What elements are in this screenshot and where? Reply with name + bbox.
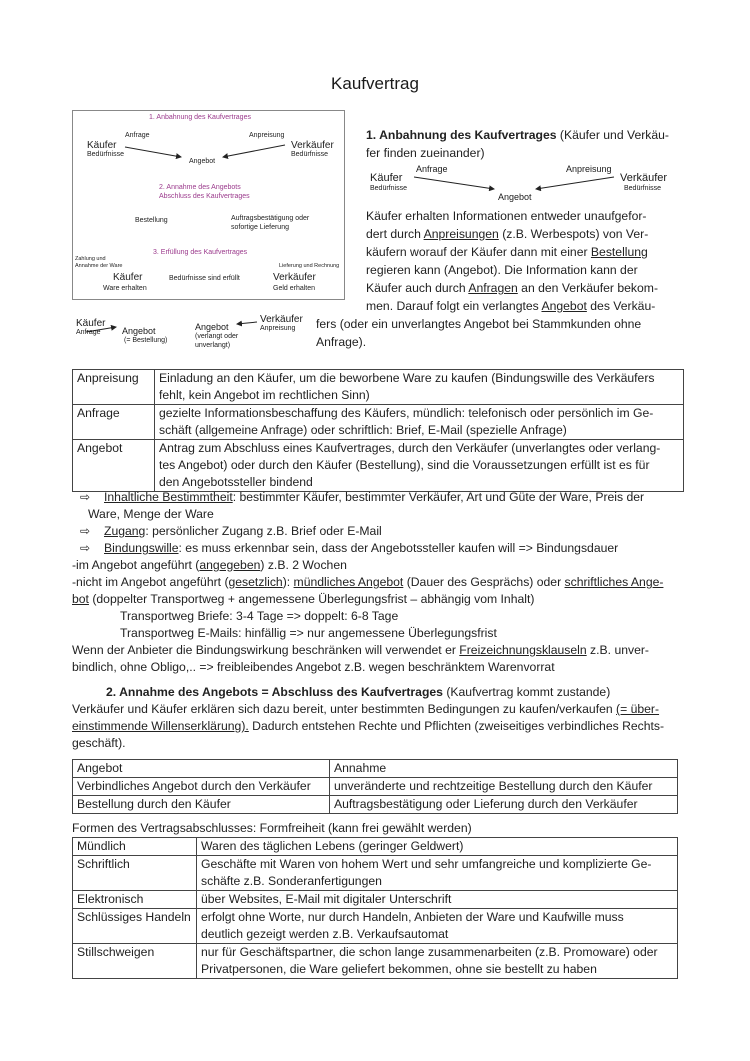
l6: (doppelter Transportweg + angemessene Überlegungsfrist – abhängig vom Inhalt) <box>88 592 535 606</box>
arrow-icon: ⇨ <box>80 524 91 538</box>
table-cell-term: Angebot <box>73 440 155 492</box>
fig-zahlung-1: Zahlung und <box>75 256 106 262</box>
desc-line: über Websites, E-Mail mit digitaler Unterschrift <box>201 892 452 906</box>
bullet-1-text: : bestimmter Käufer, bestimmter Verkäufer, Art und Güte der Ware, Preis der <box>232 490 645 504</box>
desc-line: Privatpersonen, die Ware geliefert bekommen, ohne sie bestellt zu haben <box>201 962 597 976</box>
arrow-icon: ⇨ <box>80 490 91 504</box>
line-6 <box>72 591 702 608</box>
mini2-angebot: Angebot <box>122 326 156 336</box>
table-cell-desc <box>155 370 684 405</box>
p1-line-8: Anfrage). <box>316 335 367 349</box>
mini1-anpreisung: Anpreisung <box>566 164 612 174</box>
fig-heading-3: 3. Erfüllung des Kaufvertrages <box>153 249 248 256</box>
offer-acceptance-table <box>72 759 678 814</box>
line-4 <box>72 557 702 574</box>
s2-line-2 <box>72 718 702 735</box>
p1-line-6u: Angebot <box>541 299 587 313</box>
fig-erfuellt: Bedürfnisse sind erfüllt <box>169 275 240 282</box>
table-cell-desc <box>197 856 678 891</box>
l9a: Wenn der Anbieter die Bindungswirkung beschränken will verwendet er <box>72 643 460 657</box>
mini-diagram-2 <box>72 312 312 360</box>
fig-verkaeufer: Verkäufer <box>291 140 334 151</box>
mini1-angebot: Angebot <box>498 192 532 202</box>
contract-diagram <box>72 110 345 300</box>
mini1-anfrage: Anfrage <box>416 164 448 174</box>
section-1-title-line2: fer finden zueinander) <box>366 146 485 160</box>
l9b: z.B. unver- <box>586 643 649 657</box>
p1-line-1: Käufer erhalten Informationen entweder unaufgefor- <box>366 209 647 223</box>
section-2 <box>72 684 702 752</box>
bullet-3-key: Bindungswille <box>104 541 179 555</box>
l5u: gesetzlich <box>228 575 283 589</box>
desc-line: gezielte Informationsbeschaffung des Käufers, mündlich: telefonisch oder persönlich im Ge- <box>159 406 654 420</box>
table-row <box>73 909 678 944</box>
section-1-paragraph <box>366 207 696 315</box>
desc-line: deutlich gezeigt werden z.B. Verkaufsautomat <box>201 927 449 941</box>
table-cell: Bestellung durch den Käufer <box>73 796 330 814</box>
bullet-1-cont: Ware, Menge der Ware <box>88 507 214 521</box>
s2-line-3: geschäft). <box>72 736 126 750</box>
line-7: Transportweg Briefe: 3-4 Tage => doppelt: 6-8 Tage <box>120 609 399 623</box>
desc-line: den Angebotssteller bindend <box>159 475 313 489</box>
line-9 <box>72 642 702 659</box>
desc-line: schäfte z.B. Sonderanfertigungen <box>201 874 382 888</box>
fig-geld: Geld erhalten <box>273 285 316 292</box>
table-row <box>73 778 678 796</box>
mini2-verkaeufer: Verkäufer <box>260 314 303 325</box>
fig-beduerfnisse-2: Bedürfnisse <box>291 151 328 158</box>
desc-line: Antrag zum Abschluss eines Kaufvertrages, durch den Verkäufer (unverlangtes oder verlang- <box>159 441 661 455</box>
mini2-kaeufer: Käufer <box>76 318 106 329</box>
mini1-beduerfnisse: Bedürfnisse <box>370 185 407 192</box>
table-header-cell: Annahme <box>330 760 678 778</box>
desc-line: Waren des täglichen Lebens (geringer Geldwert) <box>201 839 464 853</box>
table-row <box>73 370 684 405</box>
mini2-verlangt-2: unverlangt) <box>195 342 231 349</box>
desc-line: Einladung an den Käufer, um die beworbene Ware zu kaufen (Bindungswille des Verkäufers <box>159 371 655 385</box>
mini2-bestellung: (= Bestellung) <box>124 337 168 344</box>
bullet-2-key: Zugang <box>104 524 146 538</box>
p1-line-5u: Anfragen <box>468 281 518 295</box>
fig-heading-2a: 2. Annahme des Angebots <box>159 184 241 191</box>
fig-ware: Ware erhalten <box>103 285 147 292</box>
section-2-title: 2. Annahme des Angebots = Abschluss des Kaufvertrages <box>106 685 443 699</box>
desc-line: erfolgt ohne Worte, nur durch Handeln, Anbieten der Ware und Kaufwille muss <box>201 910 624 924</box>
p1-line-2a: dert durch <box>366 227 424 241</box>
table-cell-desc <box>155 440 684 492</box>
mini1-beduerfnisse-2: Bedürfnisse <box>624 185 661 192</box>
fig-heading-1: 1. Anbahnung des Kaufvertrages <box>149 114 251 121</box>
table-cell-desc <box>197 891 678 909</box>
p1-line-5b: an den Verkäufer bekom- <box>517 281 659 295</box>
table-row <box>73 405 684 440</box>
section-2-heading <box>72 684 702 701</box>
line-8: Transportweg E-Mails: hinfällig => nur angemessene Überlegungsfrist <box>120 626 497 640</box>
line-5 <box>72 574 702 591</box>
l5a: -nicht im Angebot angeführt ( <box>72 575 229 589</box>
table-cell-desc <box>197 944 678 979</box>
table-row <box>73 838 678 856</box>
table-cell-term: Schlüssiges Handeln <box>73 909 197 944</box>
p1-line-3u: Bestellung <box>590 245 648 259</box>
fig-verkaeufer-3: Verkäufer <box>273 272 316 283</box>
fig-angebot: Angebot <box>189 158 216 165</box>
p1-line-2b: (z.B. Werbespots) von Ver- <box>498 227 649 241</box>
table-row <box>73 856 678 891</box>
fig-beduerfnisse: Bedürfnisse <box>87 151 124 158</box>
p1-line-2u: Anpreisungen <box>423 227 499 241</box>
table-cell-desc <box>197 838 678 856</box>
mini1-kaeufer: Käufer <box>370 172 403 184</box>
table-cell: Auftragsbestätigung oder Lieferung durch den Verkäufer <box>330 796 678 814</box>
definitions-table <box>72 369 684 492</box>
section-2-title-rest: (Kaufvertrag kommt zustande) <box>442 685 611 699</box>
formen-heading: Formen des Vertragsabschlusses: Formfreiheit (kann frei gewählt werden) <box>72 821 472 835</box>
desc-line: fehlt, kein Angebot im rechtlichen Sinn) <box>159 388 370 402</box>
p1-line-3a: käufern worauf der Käufer dann mit einer <box>366 245 591 259</box>
page-title: Kaufvertrag <box>331 74 419 93</box>
table-row <box>73 440 684 492</box>
bullet-item <box>72 489 702 506</box>
table-row <box>73 944 678 979</box>
table-cell-term: Anpreisung <box>73 370 155 405</box>
p1-line-7: fers (oder ein unverlangtes Angebot bei Stammkunden ohne <box>316 317 642 331</box>
l4b: ) z.B. 2 Wochen <box>260 558 347 572</box>
fig-bestellung: Bestellung <box>135 217 168 224</box>
l6u: bot <box>72 592 89 606</box>
l5u3: schriftliches Ange- <box>564 575 664 589</box>
p1-line-6a: men. Darauf folgt ein verlangtes <box>366 299 542 313</box>
section-1-title: 1. Anbahnung des Kaufvertrages <box>366 128 557 142</box>
table-header-row <box>73 760 678 778</box>
l4a: -im Angebot angeführt ( <box>72 558 200 572</box>
fig-kaeufer: Käufer <box>87 140 117 151</box>
table-cell: Verbindliches Angebot durch den Verkäufer <box>73 778 330 796</box>
fig-auftrag-1: Auftragsbestätigung oder <box>231 215 310 222</box>
desc-line: Geschäfte mit Waren von hohem Wert und sehr umfangreiche und komplizierte Ge- <box>201 857 652 871</box>
section-1-paragraph-end <box>316 315 696 351</box>
bullet-3-text: : es muss erkennbar sein, dass der Angebotssteller kaufen will => Bindungsdauer <box>178 541 619 555</box>
mini-diagram-1 <box>366 162 676 206</box>
table-cell-term: Mündlich <box>73 838 197 856</box>
l5c: (Dauer des Gesprächs) oder <box>403 575 565 589</box>
l9u: Freizeichnungsklauseln <box>459 643 587 657</box>
l4u: angegeben <box>199 558 261 572</box>
mini2-verlangt-1: (verlangt oder <box>195 333 239 340</box>
table-cell-desc <box>197 909 678 944</box>
p1-line-5a: Käufer auch durch <box>366 281 469 295</box>
table-cell: unveränderte und rechtzeitige Bestellung durch den Käufer <box>330 778 678 796</box>
table-cell-desc <box>155 405 684 440</box>
table-cell-term: Elektronisch <box>73 891 197 909</box>
table-cell-term: Schriftlich <box>73 856 197 891</box>
mini2-anpreisung: Anpreisung <box>260 325 296 332</box>
table-row <box>73 891 678 909</box>
bullet-item <box>72 540 702 557</box>
mini2-anfrage: Anfrage <box>76 329 101 336</box>
fig-zahlung-2: Annahme der Ware <box>75 263 123 269</box>
s2p2: Dadurch entstehen Rechte und Pflichten (zweiseitiges verbindliches Rechts- <box>248 719 665 733</box>
table-cell-term: Anfrage <box>73 405 155 440</box>
fig-anfrage: Anfrage <box>125 132 150 139</box>
table-cell-term: Stillschweigen <box>73 944 197 979</box>
bullet-2-text: : persönlicher Zugang z.B. Brief oder E-Mail <box>145 524 382 538</box>
mini2-angebot-2: Angebot <box>195 322 229 332</box>
desc-line: nur für Geschäftspartner, die schon lange zusammenarbeiten (z.B. Promoware) oder <box>201 945 658 959</box>
fig-heading-2b: Abschluss des Kaufvertrages <box>159 193 250 200</box>
fig-auftrag-2: sofortige Lieferung <box>231 224 289 231</box>
line-10: bindlich, ohne Obligo,.. => freibleibendes Angebot z.B. wegen beschränktem Warenvorrat <box>72 660 555 674</box>
arrow-icon: ⇨ <box>80 541 91 555</box>
bullet-1-key: Inhaltliche Bestimmtheit <box>104 490 233 504</box>
fig-anpreisung: Anpreisung <box>249 132 285 139</box>
mini1-verkaeufer: Verkäufer <box>620 172 668 184</box>
bullet-item <box>72 523 702 540</box>
table-header-cell: Angebot <box>73 760 330 778</box>
s2p1u: (= über- <box>616 702 660 716</box>
s2p2u: einstimmende Willenserklärung). <box>72 719 249 733</box>
s2-line-1 <box>72 701 702 718</box>
l5b: ): <box>282 575 294 589</box>
desc-line: tes Angebot) oder durch den Käufer (Bestellung), sind die Voraussetzungen erfüllt ist es für <box>159 458 650 472</box>
fig-lieferung: Lieferung und Rechnung <box>279 263 340 269</box>
desc-line: schäft (allgemeine Anfrage) oder schriftlich: Brief, E-Mail (spezielle Anfrage) <box>159 423 567 437</box>
p1-line-4: regieren kann (Angebot). Die Information kann der <box>366 263 638 277</box>
l5u2: mündliches Angebot <box>293 575 404 589</box>
table-row <box>73 796 678 814</box>
section-1-heading <box>366 126 686 162</box>
s2p1a: Verkäufer und Käufer erklären sich dazu bereit, unter bestimmten Bedingungen zu kaufen/verkaufen <box>72 702 617 716</box>
bullet-block <box>72 489 702 676</box>
section-1-title-rest: (Käufer und Verkäu- <box>556 128 669 142</box>
p1-line-6b: des Verkäu- <box>586 299 656 313</box>
contract-forms-table <box>72 837 678 979</box>
fig-kaeufer-3: Käufer <box>113 272 143 283</box>
